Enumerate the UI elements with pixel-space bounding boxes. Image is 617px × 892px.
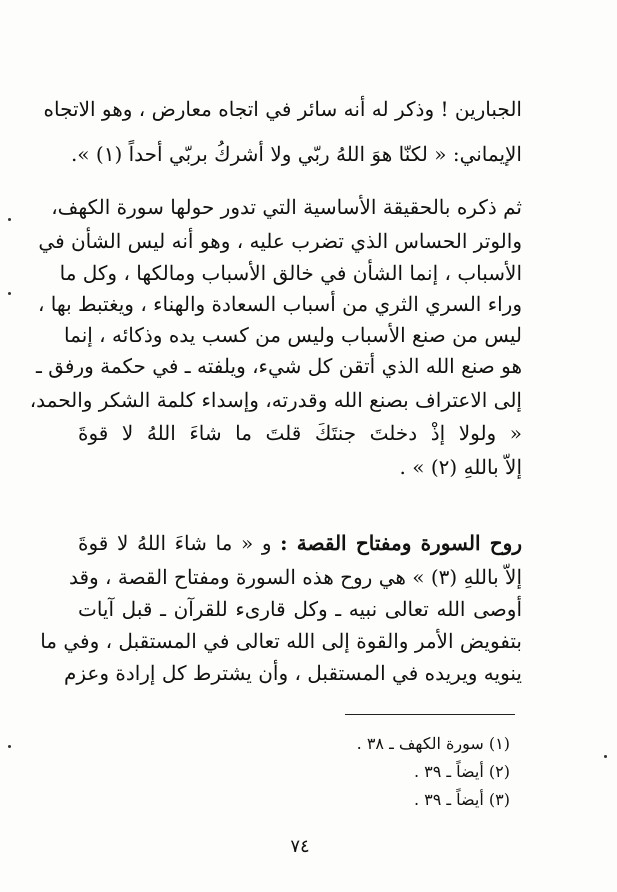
- text-line: إلى الاعتراف بصنع الله وقدرته، وإسداء كلمة الشكر والحمد،: [29, 388, 522, 412]
- scan-mark: [604, 755, 607, 758]
- text-line: وراء السري الثري من أسباب السعادة والهناء ، ويغتبط بها ،: [37, 292, 522, 316]
- text-line: بتفويض الأمر والقوة إلى الله تعالى في المستقبل ، وفي ما: [40, 629, 522, 653]
- section-heading-line: [78, 528, 522, 558]
- text-line: إلاّ باللهِ (٣) » هي روح هذه السورة ومفتاح القصة ، وقد: [68, 565, 522, 589]
- scan-mark: [8, 292, 11, 295]
- scan-mark: [8, 218, 11, 221]
- text-line: إلاّ باللهِ (٢) » .: [399, 455, 522, 479]
- text-segment: و « ما شاءَ اللهُ لا قوةَ: [78, 531, 272, 555]
- footnote: (٣) أيضاً ـ ٣٩ .: [413, 790, 510, 809]
- text-line: الإيماني: « لكنّا هوَ اللهُ ربّي ولا أشركُ بربّي أحداً (١) ».: [70, 142, 522, 166]
- text-line: والوتر الحساس الذي تضرب عليه ، وهو أنه ليس الشأن في: [38, 229, 522, 253]
- text-line: « ولولا إذْ دخلتَ جنتَكَ قلتَ ما شاءَ اللهُ لا قوةَ: [78, 421, 522, 445]
- footnote: (١) سورة الكهف ـ ٣٨ .: [356, 734, 510, 753]
- text-line: هو صنع الله الذي أتقن كل شيء، ويلفته ـ في حكمة ورفق ـ: [36, 354, 522, 378]
- footnote-divider: [345, 714, 515, 715]
- text-line: أوصى الله تعالى نبيه ـ وكل قارىء للقرآن ـ قبل آيات: [78, 597, 522, 621]
- page-number: ٧٤: [290, 836, 310, 857]
- section-heading: روح السورة ومفتاح القصة :: [280, 531, 523, 555]
- text-line: ثم ذكره بالحقيقة الأساسية التي تدور حولها سورة الكهف،: [51, 195, 522, 219]
- text-line: الجبارين ! وذكر له أنه سائر في اتجاه معارض ، وهو الاتجاه: [43, 97, 522, 121]
- text-line: ليس من صنع الأسباب وليس من كسب يده وذكائه ، إنما: [64, 323, 522, 347]
- text-line: ينويه ويريده في المستقبل ، وأن يشترط كل إرادة وعزم: [63, 661, 522, 685]
- scan-mark: [8, 745, 11, 748]
- footnote: (٢) أيضاً ـ ٣٩ .: [413, 762, 510, 781]
- text-line: الأسباب ، إنما الشأن في خالق الأسباب ومالكها ، وكل ما: [59, 261, 522, 285]
